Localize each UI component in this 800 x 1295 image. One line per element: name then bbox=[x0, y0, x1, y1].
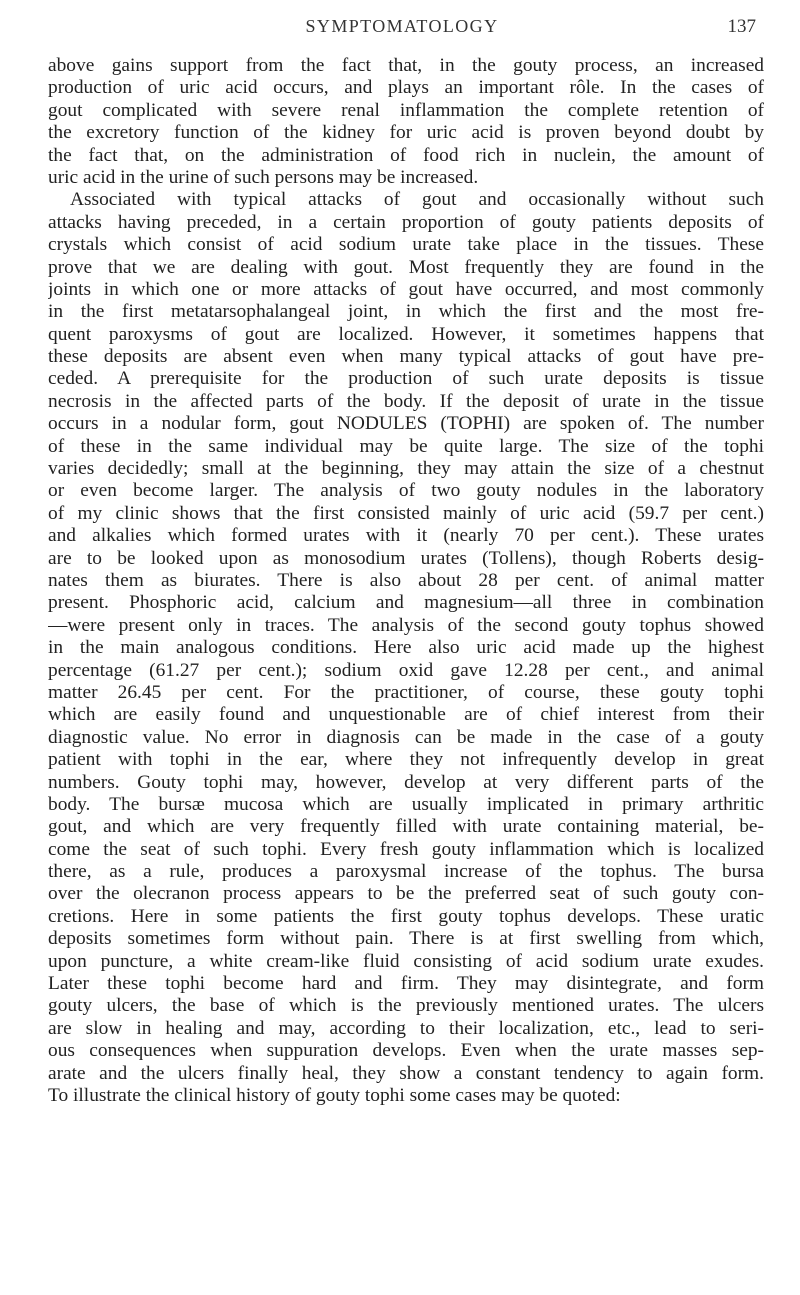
text-line: are to be looked upon as monosodium urates (Tollens), though Roberts desig- bbox=[48, 547, 764, 569]
text-line: numbers. Gouty tophi may, however, develop at very different parts of the bbox=[48, 771, 764, 793]
text-line: ceded. A prerequisite for the production of such urate deposits is tissue bbox=[48, 368, 764, 390]
text-line: body. The bursæ mucosa which are usually implicated in primary arthritic bbox=[48, 793, 764, 815]
text-line: the excretory function of the kidney for uric acid is proven beyond doubt by bbox=[48, 122, 764, 144]
running-title: SYMPTOMATOLOGY bbox=[305, 16, 499, 36]
text-line: occurs in a nodular form, gout NODULES (TOPHI) are spoken of. The number bbox=[48, 413, 764, 435]
text-line: gouty ulcers, the base of which is the previously mentioned urates. The ulcers bbox=[48, 995, 764, 1017]
text-line: percentage (61.27 per cent.); sodium oxid gave 12.28 per cent., and animal bbox=[48, 659, 764, 681]
text-line: over the olecranon process appears to be the preferred seat of such gouty con- bbox=[48, 883, 764, 905]
text-line: production of uric acid occurs, and plays an important rôle. In the cases of bbox=[48, 77, 764, 99]
text-line: gout complicated with severe renal inflammation the complete retention of bbox=[48, 99, 764, 121]
text-line: of my clinic shows that the first consisted mainly of uric acid (59.7 per cent.) bbox=[48, 502, 764, 524]
text-line: ous consequences when suppuration develops. Even when the urate masses sep- bbox=[48, 1040, 764, 1062]
text-line: Later these tophi become hard and firm. They may disintegrate, and form bbox=[48, 973, 764, 995]
text-line: in the main analogous conditions. Here also uric acid made up the highest bbox=[48, 637, 764, 659]
text-line: uric acid in the urine of such persons may be increased. bbox=[48, 166, 479, 188]
text-line: come the seat of such tophi. Every fresh gouty inflammation which is localized bbox=[48, 838, 764, 860]
text-line: and alkalies which formed urates with it (nearly 70 per cent.). These urates bbox=[48, 525, 764, 547]
text-line: —were present only in traces. The analysis of the second gouty tophus showed bbox=[48, 614, 764, 636]
text-line: which are easily found and unquestionable are of chief interest from their bbox=[48, 704, 764, 726]
text-line: necrosis in the affected parts of the body. If the deposit of urate in the tissue bbox=[48, 390, 764, 412]
text-line: of these in the same individual may be quite large. The size of the tophi bbox=[48, 435, 764, 457]
text-line: To illustrate the clinical history of gouty tophi some cases may be quoted: bbox=[48, 1084, 621, 1106]
text-line: or even become larger. The analysis of two gouty nodules in the laboratory bbox=[48, 480, 764, 502]
text-line: Associated with typical attacks of gout and occasionally without such bbox=[70, 189, 764, 211]
text-line: these deposits are absent even when many typical attacks of gout have pre- bbox=[48, 346, 764, 368]
text-line: in the first metatarsophalangeal joint, in which the first and the most fre- bbox=[48, 301, 764, 323]
text-line: quent paroxysms of gout are localized. However, it sometimes happens that bbox=[48, 323, 764, 345]
text-line: attacks having preceded, in a certain proportion of gouty patients deposits of bbox=[48, 211, 764, 233]
text-line: there, as a rule, produces a paroxysmal increase of the tophus. The bursa bbox=[48, 861, 764, 883]
text-line: arate and the ulcers finally heal, they show a constant tendency to again form. bbox=[48, 1062, 764, 1084]
text-line: the fact that, on the administration of food rich in nuclein, the amount of bbox=[48, 144, 764, 166]
text-line: crystals which consist of acid sodium urate take place in the tissues. These bbox=[48, 234, 764, 256]
text-line: matter 26.45 per cent. For the practitioner, of course, these gouty tophi bbox=[48, 681, 764, 703]
text-line: cretions. Here in some patients the first gouty tophus develops. These uratic bbox=[48, 905, 764, 927]
text-line: prove that we are dealing with gout. Most frequently they are found in the bbox=[48, 256, 764, 278]
text-line: nates them as biurates. There is also about 28 per cent. of animal matter bbox=[48, 569, 764, 591]
text-line: present. Phosphoric acid, calcium and magnesium—all three in combination bbox=[48, 592, 764, 614]
text-line: varies decidedly; small at the beginning, they may attain the size of a chestnut bbox=[48, 458, 764, 480]
text-line: above gains support from the fact that, in the gouty process, an increased bbox=[48, 55, 764, 76]
text-line: joints in which one or more attacks of gout have occurred, and most commonly bbox=[48, 278, 764, 300]
running-header bbox=[48, 16, 756, 40]
page-number: 137 bbox=[727, 16, 756, 37]
text-line: deposits sometimes form without pain. There is at first swelling from which, bbox=[48, 928, 764, 950]
text-line: are slow in healing and may, according to their localization, etc., lead to seri- bbox=[48, 1017, 764, 1039]
text-line: patient with tophi in the ear, where they not infrequently develop in great bbox=[48, 749, 764, 771]
text-line: gout, and which are very frequently filled with urate containing material, be- bbox=[48, 816, 764, 838]
text-line: upon puncture, a white cream-like fluid consisting of acid sodium urate exudes. bbox=[48, 950, 764, 972]
text-line: diagnostic value. No error in diagnosis can be made in the case of a gouty bbox=[48, 726, 764, 748]
body-text bbox=[48, 55, 764, 1107]
